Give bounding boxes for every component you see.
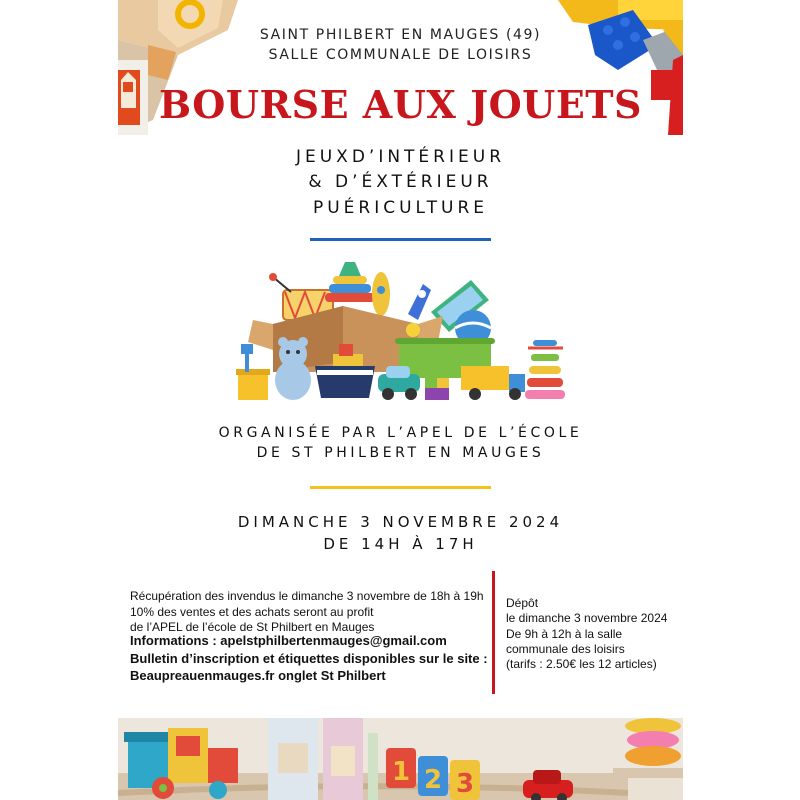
- toy-box-illustration: [233, 262, 568, 404]
- depot-line-3: communale des loisirs: [506, 642, 625, 656]
- venue-text: SALLE COMMUNALE DE LOISIRS: [268, 47, 533, 63]
- event-hours: DE 14H À 17H: [323, 535, 478, 553]
- category-line-1: JEUXD’INTÉRIEUR: [295, 147, 505, 167]
- category-line-3: PUÉRICULTURE: [312, 198, 489, 218]
- bulletin-line-2: Beaupreauenmauges.fr onglet St Philbert: [130, 668, 386, 683]
- divider-blue: [310, 238, 491, 241]
- event-date: DIMANCHE 3 NOVEMBRE 2024: [237, 513, 564, 531]
- poster: [118, 0, 683, 800]
- divider-yellow: [310, 486, 491, 489]
- info-line-2: 10% des ventes et des achats seront au profit: [130, 605, 374, 619]
- svg-text:1: 1: [391, 757, 411, 787]
- info-line-3: de l’APEL de l’école de St Philbert en Mauges: [130, 620, 375, 634]
- contact-email: Informations : apelstphilbertenmauges@gmail.com: [130, 633, 447, 648]
- organizer-line-2: DE ST PHILBERT EN MAUGES: [256, 445, 545, 461]
- depot-line-2: De 9h à 12h à la salle: [506, 627, 623, 641]
- bulletin-line-1: Bulletin d’inscription et étiquettes disponibles sur le site :: [130, 651, 488, 666]
- info-line-1: Récupération des invendus le dimanche 3 novembre de 18h à 19h: [130, 589, 484, 603]
- organizer-line-1: ORGANISÉE PAR L’APEL DE L’ÉCOLE: [218, 425, 583, 441]
- svg-text:3: 3: [455, 769, 475, 799]
- depot-line-1: le dimanche 3 novembre 2024: [506, 611, 668, 625]
- category-line-2: & D’ÉXTÉRIEUR: [308, 172, 493, 192]
- depot-title: Dépôt: [506, 596, 539, 610]
- location-text: SAINT PHILBERT EN MAUGES (49): [259, 27, 542, 43]
- toys-bottom-photo: [118, 718, 683, 800]
- depot-line-4: (tarifs : 2.50€ les 12 articles): [506, 657, 657, 671]
- divider-vertical-red: [492, 571, 495, 694]
- page-title: BOURSE AUX JOUETS: [158, 82, 643, 127]
- svg-text:2: 2: [423, 765, 443, 795]
